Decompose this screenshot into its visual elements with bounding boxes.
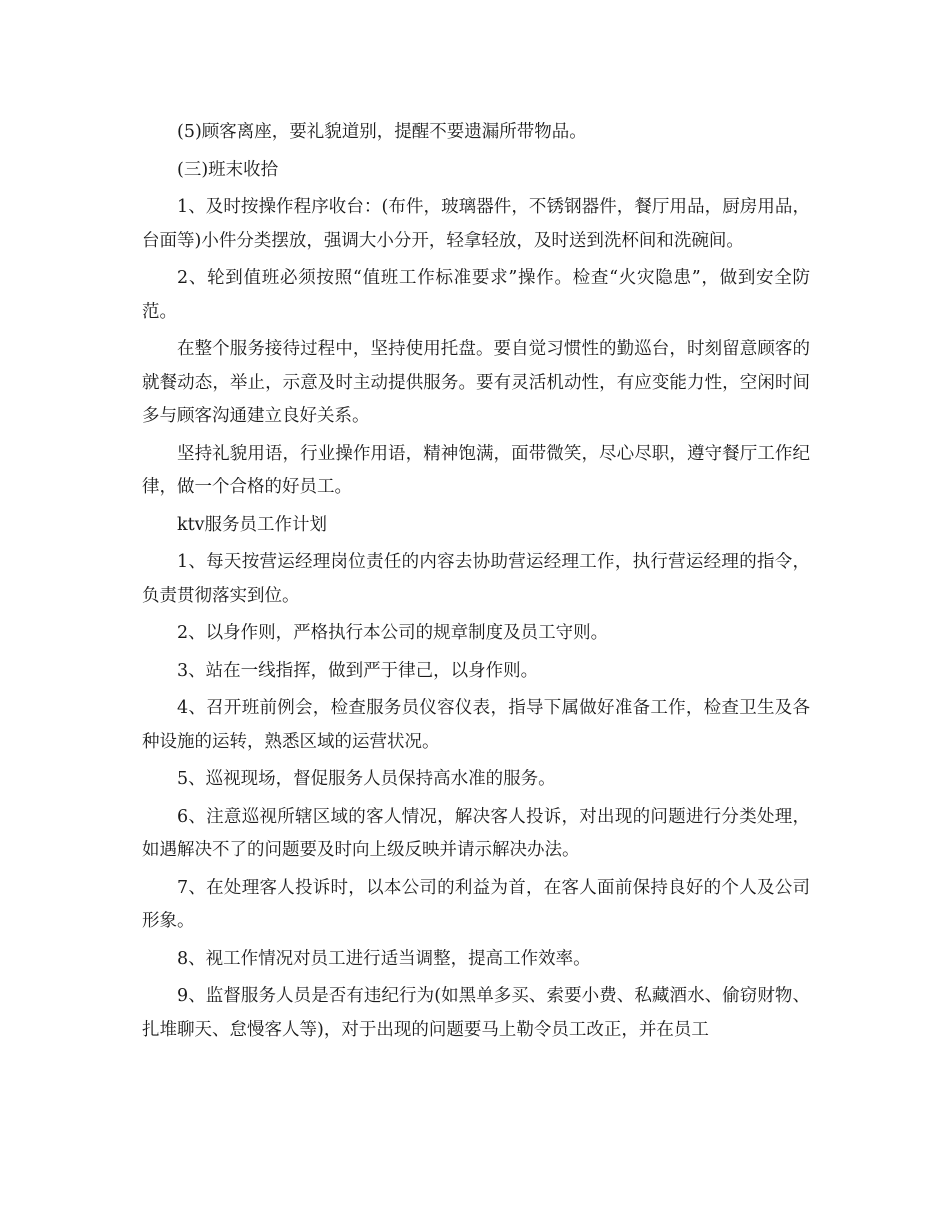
paragraph-item-8: 8、视工作情况对员工进行适当调整，提高工作效率。 bbox=[177, 948, 591, 969]
paragraph-polite-language: 坚持礼貌用语，行业操作用语，精神饱满，面带微笑，尽心尽职，遵守餐厅工作纪律，做一个合格的好员工。 bbox=[142, 443, 810, 497]
paragraph-item-7: 7、在处理客人投诉时，以本公司的利益为首，在客人面前保持良好的个人及公司形象。 bbox=[142, 877, 810, 931]
paragraph-service-tray: 在整个服务接待过程中，坚持使用托盘。要自觉习惯性的勤巡台，时刻留意顾客的就餐动态，举止，示意及时主动提供服务。要有灵活机动性，有应变能力性，空闲时间多与顾客沟通建立良好关系。 bbox=[142, 339, 810, 426]
section-heading-end-of-shift: (三)班末收拾 bbox=[177, 159, 279, 180]
paragraph-item-2: 2、以身作则，严格执行本公司的规章制度及员工守则。 bbox=[177, 623, 609, 643]
paragraph-clear-table: 1、及时按操作程序收台：(布件，玻璃器件，不锈钢器件，餐厅用品，厨房用品，台面等)小件分类摆放，强调大小分开，轻拿轻放，及时送到洗杯间和洗碗间。 bbox=[142, 197, 810, 251]
section-heading-ktv-plan: ktv服务员工作计划 bbox=[177, 514, 328, 535]
paragraph-item-6: 6、注意巡视所辖区域的客人情况，解决客人投诉，对出现的问题进行分类处理，如遇解决不了的问题要及时向上级反映并请示解决办法。 bbox=[142, 806, 810, 860]
paragraph-customer-leaving: (5)顾客离座，要礼貌道别，提醒不要遗漏所带物品。 bbox=[177, 122, 587, 142]
paragraph-item-1: 1、每天按营运经理岗位责任的内容去协助营运经理工作，执行营运经理的指令，负责贯彻落实到位。 bbox=[142, 552, 810, 606]
paragraph-duty-shift: 2、轮到值班必须按照“值班工作标准要求”操作。检查“火灾隐患”，做到安全防范。 bbox=[142, 268, 810, 322]
paragraph-item-5: 5、巡视现场，督促服务人员保持高水准的服务。 bbox=[177, 769, 556, 789]
paragraph-item-3: 3、站在一线指挥，做到严于律己，以身作则。 bbox=[177, 660, 539, 681]
document-body bbox=[142, 116, 810, 1051]
paragraph-item-4: 4、召开班前例会，检查服务员仪容仪表，指导下属做好准备工作，检查卫生及各种设施的运转，熟悉区域的运营状况。 bbox=[142, 698, 810, 752]
paragraph-item-9: 9、监督服务人员是否有违纪行为(如黑单多买、索要小费、私藏酒水、偷窃财物、扎堆聊天、怠慢客人等)，对于出现的问题要马上勒令员工改正，并在员工 bbox=[142, 986, 810, 1040]
